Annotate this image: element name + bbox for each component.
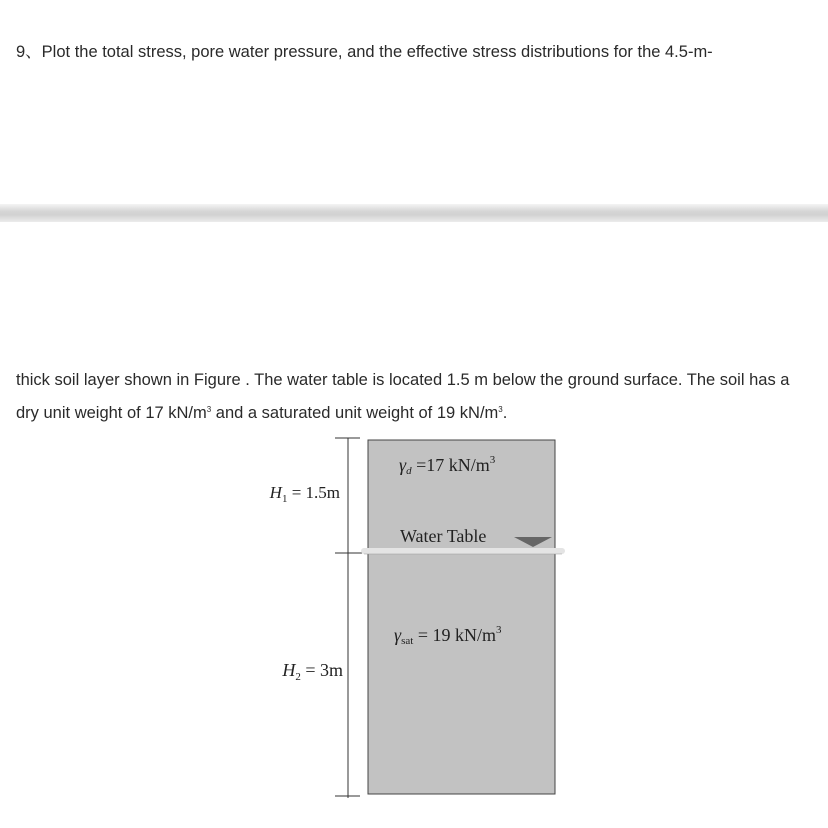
para-text-b: and a saturated unit weight of 19 kN/m <box>211 404 499 422</box>
h2-label: $H_2 = 3m$ <box>282 660 343 683</box>
saturated-unit-weight-label: γsat = 19 $kN/m^3$ <box>394 624 502 647</box>
dry-unit-weight-label: γd =17 $kN/m^3$ <box>399 454 496 477</box>
water-table-label: Water Table <box>400 526 487 546</box>
para-text-a: thick soil layer shown in Figure . The water table is located 1.5 m below the ground surface. The soil has a dry unit weight of 17 kN/m <box>16 371 790 422</box>
soil-column <box>368 440 555 794</box>
h1-label: $H_1 = 1.5m$ <box>269 483 340 505</box>
superscript-3: 3 <box>498 405 503 414</box>
para-text-c: . <box>502 404 508 422</box>
question-line-1: 9、Plot the total stress, pore water pressure, and the effective stress distributions for the 4.5-m- <box>16 43 713 61</box>
superscript-3: 3 <box>206 405 212 414</box>
